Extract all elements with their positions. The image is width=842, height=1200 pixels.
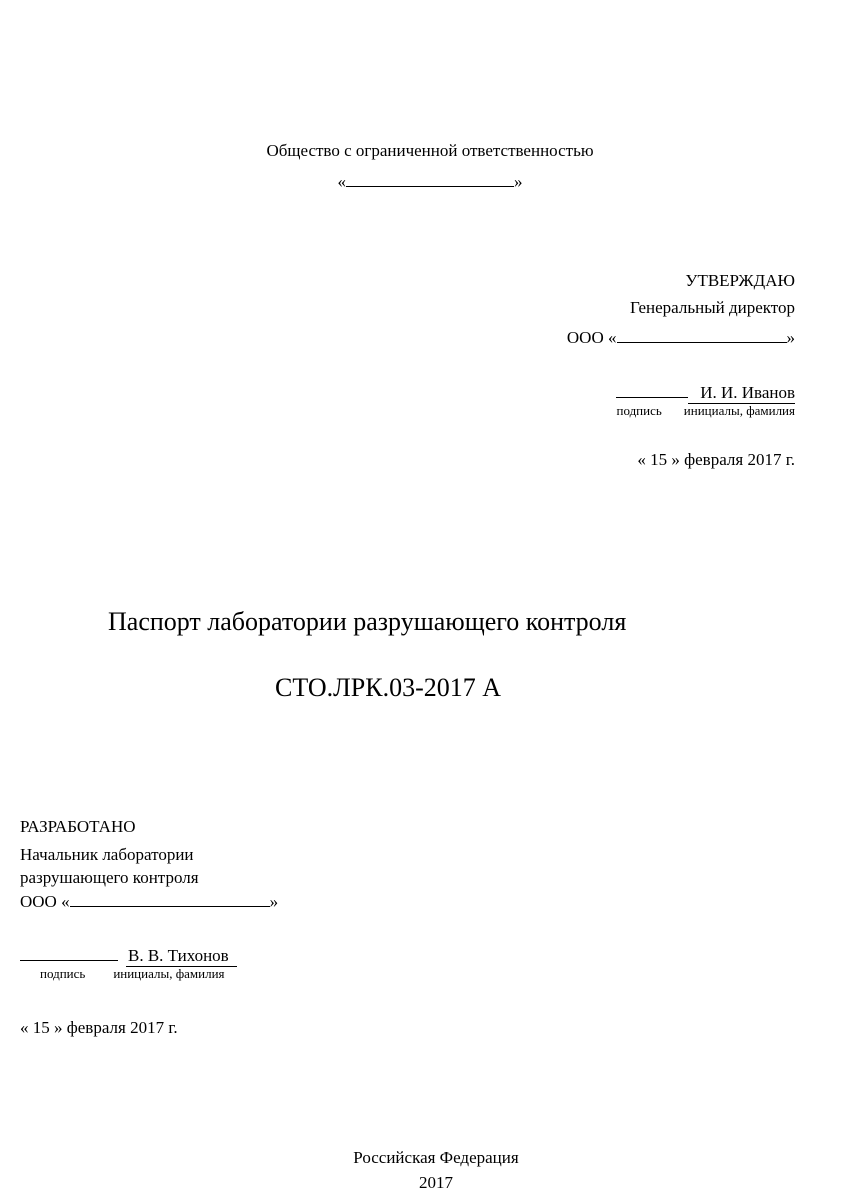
- approval-date: « 15 » февраля 2017 г.: [637, 450, 795, 469]
- approval-caption-signature: подпись: [616, 403, 662, 418]
- developed-signature-line: [20, 943, 118, 961]
- developed-title: РАЗРАБОТАНО: [20, 817, 136, 836]
- quote-close: »: [514, 172, 523, 191]
- quote-open: «: [337, 172, 346, 191]
- developed-date: « 15 » февраля 2017 г.: [20, 1018, 178, 1037]
- approval-caption-name: инициалы, фамилия: [683, 403, 795, 418]
- approval-company: [567, 326, 795, 348]
- developed-name: В. В. Тихонов: [126, 946, 237, 967]
- developed-position-line-2: разрушающего контроля: [20, 868, 199, 887]
- developed-company-suffix: »: [269, 892, 279, 911]
- approval-title: УТВЕРЖДАЮ: [685, 271, 795, 290]
- document-title: Паспорт лаборатории разрушающего контроля: [108, 607, 627, 636]
- approval-company-suffix: »: [786, 328, 795, 347]
- developed-caption-name: инициалы, фамилия: [113, 966, 225, 981]
- document-code: СТО.ЛРК.03-2017 А: [275, 673, 502, 702]
- footer-year: 2017: [419, 1173, 453, 1192]
- approval-position: Генеральный директор: [629, 298, 795, 317]
- approval-company-prefix: ООО «: [566, 328, 617, 347]
- approval-company-blank: [617, 326, 787, 343]
- approval-caption-row: [616, 403, 795, 418]
- developed-caption-signature: подпись: [40, 966, 86, 981]
- developed-company-blank: [70, 890, 270, 907]
- developed-company: [20, 890, 278, 912]
- developed-company-prefix: ООО «: [20, 892, 70, 911]
- organization-name-blank: [346, 170, 514, 187]
- approval-signature-line: [616, 380, 688, 398]
- organization-type: Общество с ограниченной ответственностью: [266, 141, 594, 160]
- developed-caption-row: [40, 966, 225, 981]
- footer-country: Российская Федерация: [353, 1148, 519, 1167]
- developed-position-line-1: Начальник лаборатории: [20, 845, 194, 864]
- approval-signature-row: [616, 380, 795, 404]
- developed-signature-row: [20, 943, 237, 967]
- organization-name-line: [0, 170, 842, 192]
- approval-name: И. И. Иванов: [688, 383, 795, 404]
